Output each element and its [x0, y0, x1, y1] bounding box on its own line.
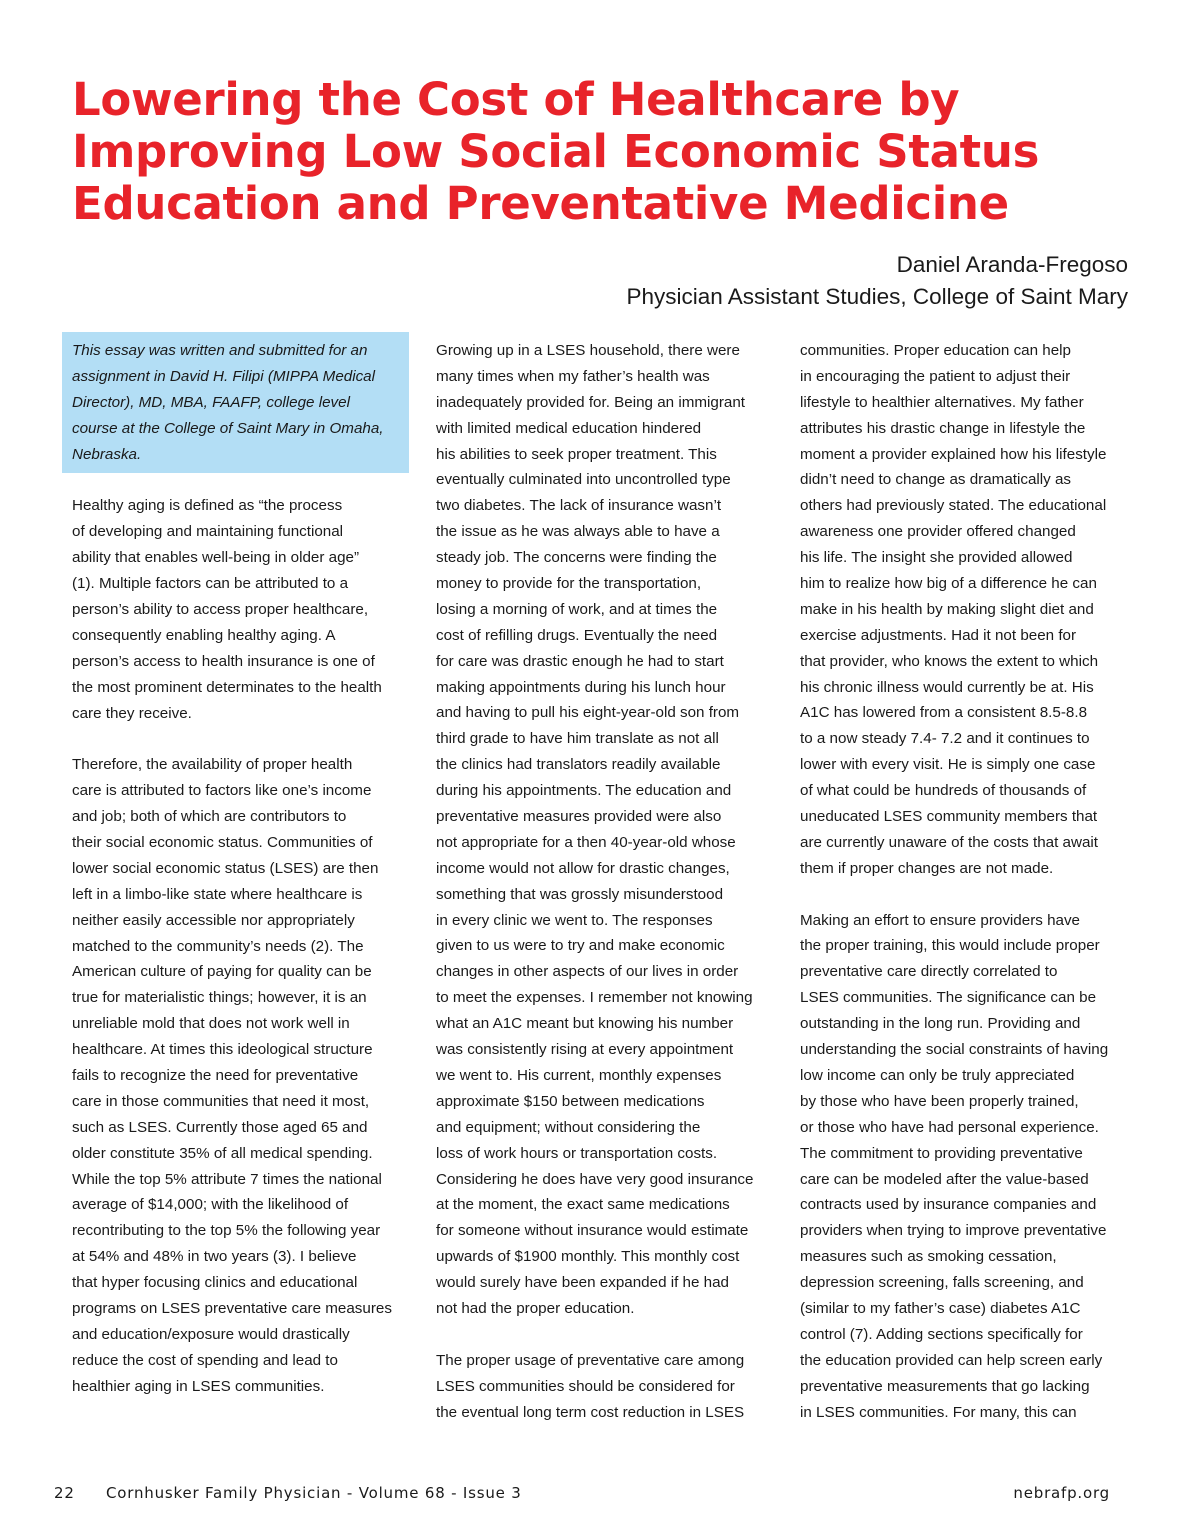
text-line: such as LSES. Currently those aged 65 and — [72, 1118, 368, 1136]
text-line: ability that enables well-being in older age” — [72, 549, 360, 567]
text-line: care can be modeled after the value-based — [800, 1170, 1089, 1188]
text-line: upwards of $1900 monthly. This monthly cost — [436, 1248, 740, 1266]
text-line: outstanding in the long run. Providing and — [800, 1015, 1081, 1033]
text-line: income would not allow for drastic changes, — [436, 859, 730, 877]
byline — [627, 249, 1129, 313]
text-line: make in his health by making slight diet and — [800, 600, 1094, 618]
text-line: losing a morning of work, and at times the — [436, 600, 718, 618]
paragraph — [72, 752, 412, 1399]
text-line: in LSES communities. For many, this can — [800, 1403, 1077, 1421]
text-line: preventative measurements that go lacking — [800, 1377, 1090, 1395]
text-line: lifestyle to healthier alternatives. My father — [800, 393, 1084, 411]
text-line: something that was grossly misunderstood — [436, 885, 724, 903]
paragraph — [436, 338, 776, 1322]
text-line: care they receive. — [72, 704, 192, 722]
paragraph — [800, 908, 1140, 1426]
text-line: unreliable mold that does not work well in — [72, 1015, 350, 1033]
text-line: Nebraska. — [72, 445, 142, 463]
text-line: contracts used by insurance companies and — [800, 1196, 1097, 1214]
text-line: awareness one provider offered changed — [800, 523, 1076, 541]
paragraph — [800, 338, 1140, 882]
text-line: person’s access to health insurance is one of — [72, 652, 375, 670]
text-line: his life. The insight she provided allowed — [800, 549, 1073, 567]
text-line: care in those communities that need it most, — [72, 1092, 370, 1110]
text-line: left in a limbo-like state where healthcare is — [72, 885, 363, 903]
text-line: of what could be hundreds of thousands of — [800, 782, 1087, 800]
text-line: changes in other aspects of our lives in order — [436, 963, 739, 981]
text-line: course at the College of Saint Mary in Omaha, — [72, 419, 384, 437]
text-line: exercise adjustments. Had it not been for — [800, 626, 1077, 644]
text-line: during his appointments. The education and — [436, 782, 732, 800]
author-affiliation: Physician Assistant Studies, College of Saint Mary — [626, 284, 1128, 309]
text-line: loss of work hours or transportation costs. — [436, 1144, 718, 1162]
column-2 — [436, 338, 776, 1425]
text-line: preventative measures provided were also — [436, 808, 722, 826]
text-line: Director), MD, MBA, FAAFP, college level — [72, 393, 350, 411]
text-line: him to realize how big of a difference he can — [800, 575, 1097, 593]
text-line: true for materialistic things; however, it is an — [72, 989, 367, 1007]
text-line: (similar to my father’s case) diabetes A1C — [800, 1299, 1081, 1317]
text-line: eventually culminated into uncontrolled type — [436, 471, 731, 489]
text-line: in encouraging the patient to adjust their — [800, 367, 1071, 385]
text-line: we went to. His current, monthly expenses — [436, 1066, 722, 1084]
text-line: LSES communities should be considered for — [436, 1377, 735, 1395]
author-name: Daniel Aranda-Fregoso — [896, 252, 1128, 277]
text-line: The proper usage of preventative care among — [436, 1351, 745, 1369]
text-line: the education provided can help screen early — [800, 1351, 1103, 1369]
text-line: cost of refilling drugs. Eventually the need — [436, 626, 718, 644]
text-line: for care was drastic enough he had to start — [436, 652, 724, 670]
text-line: their social economic status. Communities of — [72, 833, 373, 851]
text-line: American culture of paying for quality can be — [72, 963, 372, 981]
text-line: didn’t need to change as dramatically as — [800, 471, 1072, 489]
text-line: and having to pull his eight-year-old son from — [436, 704, 740, 722]
text-line: measures such as smoking cessation, — [800, 1248, 1057, 1266]
text-line: preventative care directly correlated to — [800, 963, 1058, 981]
paragraph-gap — [72, 726, 412, 752]
text-line: A1C has lowered from a consistent 8.5-8.8 — [800, 704, 1088, 722]
text-line: moment a provider explained how his lifestyle — [800, 445, 1107, 463]
text-line: fails to recognize the need for preventative — [72, 1066, 359, 1084]
page-footer — [0, 1484, 1200, 1508]
text-line: would surely have been expanded if he had — [436, 1274, 729, 1292]
text-line: inadequately provided for. Being an immigrant — [436, 393, 745, 411]
text-line: them if proper changes are not made. — [800, 859, 1054, 877]
text-line: (1). Multiple factors can be attributed to a — [72, 575, 349, 593]
text-line: and job; both of which are contributors to — [72, 808, 347, 826]
text-line: Making an effort to ensure providers have — [800, 911, 1081, 929]
text-line: neither easily accessible nor appropriately — [72, 911, 355, 929]
text-line: are currently unaware of the costs that await — [800, 833, 1098, 851]
text-line: While the top 5% attribute 7 times the national — [72, 1170, 382, 1188]
text-line: with limited medical education hindered — [436, 419, 702, 437]
text-line: uneducated LSES community members that — [800, 808, 1098, 826]
note-spacer — [72, 338, 412, 493]
text-line: third grade to have him translate as not all — [436, 730, 719, 748]
text-line: for someone without insurance would estimate — [436, 1222, 749, 1240]
text-line: assignment in David H. Filipi (MIPPA Medical — [72, 367, 375, 385]
text-line: money to provide for the transportation, — [436, 575, 702, 593]
text-line: that hyper focusing clinics and educational — [72, 1274, 358, 1292]
text-line: not had the proper education. — [436, 1299, 635, 1317]
text-line: his chronic illness would currently be at. His — [800, 678, 1094, 696]
text-line: the eventual long term cost reduction in LSES — [436, 1403, 745, 1421]
article-title — [72, 74, 1132, 230]
text-line: low income can only be truly appreciated — [800, 1066, 1075, 1084]
text-line: that provider, who knows the extent to which — [800, 652, 1099, 670]
paragraph — [72, 493, 412, 726]
text-line: providers when trying to improve preventative — [800, 1222, 1107, 1240]
title-line: Improving Low Social Economic Status — [72, 125, 1040, 178]
text-line: average of $14,000; with the likelihood of — [72, 1196, 349, 1214]
text-line: matched to the community’s needs (2). The — [72, 937, 364, 955]
text-line: and equipment; without considering the — [436, 1118, 701, 1136]
text-line: at the moment, the exact same medications — [436, 1196, 730, 1214]
text-line: attributes his drastic change in lifestyle the — [800, 419, 1086, 437]
text-line: recontributing to the top 5% the following year — [72, 1222, 381, 1240]
text-line: Considering he does have very good insurance — [436, 1170, 754, 1188]
text-line: what an A1C meant but knowing his number — [436, 1015, 734, 1033]
text-line: the most prominent determinates to the health — [72, 678, 382, 696]
title-line: Lowering the Cost of Healthcare by — [72, 73, 960, 126]
text-line: and education/exposure would drastically — [72, 1325, 350, 1343]
text-line: understanding the social constraints of having — [800, 1041, 1109, 1059]
text-line: making appointments during his lunch hour — [436, 678, 726, 696]
text-line: person’s ability to access proper healthcare, — [72, 600, 369, 618]
text-line: given to us were to try and make economic — [436, 937, 725, 955]
text-line: consequently enabling healthy aging. A — [72, 626, 336, 644]
text-line: by those who have been properly trained, — [800, 1092, 1079, 1110]
text-line: care is attributed to factors like one’s income — [72, 782, 372, 800]
text-line: the clinics had translators readily available — [436, 756, 721, 774]
text-line: of developing and maintaining functional — [72, 523, 344, 541]
text-line: This essay was written and submitted for an — [72, 342, 368, 359]
text-line: two diabetes. The lack of insurance wasn’t — [436, 497, 722, 515]
text-line: to a now steady 7.4- 7.2 and it continues to — [800, 730, 1090, 748]
column-1 — [72, 338, 412, 1400]
text-line: lower social economic status (LSES) are then — [72, 859, 379, 877]
website-link[interactable]: nebrafp.org — [1013, 1484, 1110, 1502]
text-line: in every clinic we went to. The responses — [436, 911, 713, 929]
text-line: Healthy aging is defined as “the process — [72, 497, 343, 515]
text-line: the proper training, this would include proper — [800, 937, 1100, 955]
paragraph-gap — [436, 1322, 776, 1348]
text-line: steady job. The concerns were finding the — [436, 549, 717, 567]
paragraph — [436, 1348, 776, 1426]
text-line: The commitment to providing preventative — [800, 1144, 1083, 1162]
text-line: Therefore, the availability of proper health — [72, 756, 353, 774]
text-line: the issue as he was always able to have a — [436, 523, 720, 541]
text-line: lower with every visit. He is simply one case — [800, 756, 1096, 774]
text-line: depression screening, falls screening, and — [800, 1274, 1084, 1292]
paragraph-gap — [800, 882, 1140, 908]
text-line: healthier aging in LSES communities. — [72, 1377, 325, 1395]
column-3 — [800, 338, 1140, 1425]
text-line: to meet the expenses. I remember not knowing — [436, 989, 753, 1007]
text-line: LSES communities. The significance can be — [800, 989, 1097, 1007]
text-line: or those who have had personal experience. — [800, 1118, 1099, 1136]
text-line: was consistently rising at every appointment — [436, 1041, 734, 1059]
text-line: healthcare. At times this ideological structure — [72, 1041, 373, 1059]
text-line: programs on LSES preventative care measures — [72, 1300, 392, 1317]
text-line: his abilities to seek proper treatment. This — [436, 445, 717, 463]
text-line: many times when my father’s health was — [436, 367, 710, 385]
page-number: 22 — [54, 1484, 75, 1502]
text-line: communities. Proper education can help — [800, 342, 1071, 359]
publication-name: Cornhusker Family Physician - Volume 68 - Issue 3 — [106, 1484, 522, 1502]
text-line: reduce the cost of spending and lead to — [72, 1351, 338, 1369]
title-line: Education and Preventative Medicine — [72, 177, 1009, 230]
text-line: approximate $150 between medications — [436, 1092, 705, 1110]
text-line: control (7). Adding sections specifically for — [800, 1325, 1083, 1343]
text-line: not appropriate for a then 40-year-old whose — [436, 833, 736, 851]
text-line: older constitute 35% of all medical spending. — [72, 1144, 373, 1162]
text-line: others had previously stated. The educational — [800, 497, 1107, 515]
text-line: at 54% and 48% in two years (3). I believe — [72, 1248, 357, 1266]
text-line: Growing up in a LSES household, there were — [436, 342, 740, 359]
